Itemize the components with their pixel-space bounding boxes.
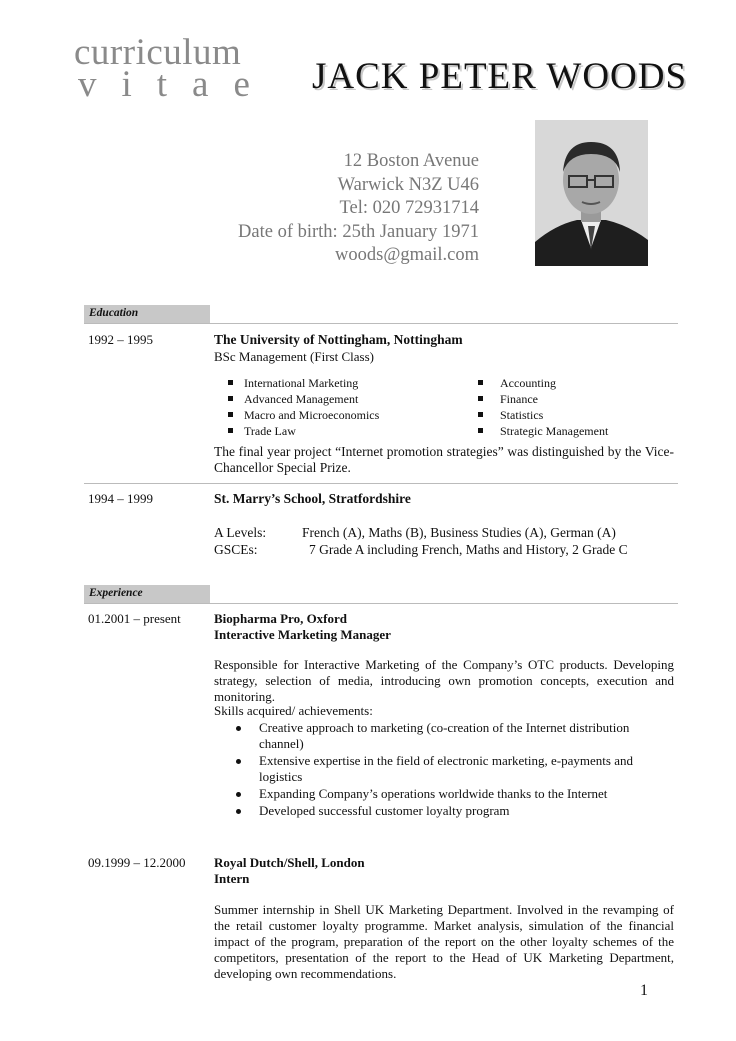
job1-dates: 01.2001 – present: [88, 611, 181, 626]
square-bullet-icon: [228, 412, 233, 417]
job1-role: Interactive Marketing Manager: [214, 627, 391, 642]
education-divider: [84, 323, 678, 324]
candidate-name: JACK PETER WOODS: [312, 56, 688, 97]
education-section-header: [84, 305, 210, 323]
education-section-label: Education: [89, 307, 139, 319]
address-line2: Warwick N3Z U46: [337, 174, 479, 195]
education2-dates: 1994 – 1999: [88, 491, 153, 506]
list-item: International Marketing: [228, 375, 468, 391]
round-bullet-icon: [236, 792, 241, 797]
job1-achievements-list: [236, 720, 656, 819]
square-bullet-icon: [478, 428, 483, 433]
job1-company: Biopharma Pro, Oxford: [214, 611, 348, 626]
list-item: Macro and Microeconomics: [228, 407, 468, 423]
alevels-value: French (A), Maths (B), Business Studies (A), German (A): [302, 525, 616, 540]
portrait-image: [535, 120, 648, 266]
square-bullet-icon: [478, 380, 483, 385]
experience-section-label: Experience: [89, 587, 143, 599]
date-of-birth: Date of birth: 25th January 1971: [238, 221, 479, 242]
list-item: Accounting: [478, 375, 678, 391]
experience-divider: [84, 603, 678, 604]
alevels-label: A Levels:: [214, 525, 267, 540]
cv-title-line1: curriculum: [74, 32, 242, 73]
address-line1: 12 Boston Avenue: [343, 151, 479, 171]
list-item: Trade Law: [228, 423, 468, 439]
list-item: Advanced Management: [228, 391, 468, 407]
gcses-value: 7 Grade A including French, Maths and History, 2 Grade C: [309, 542, 628, 557]
page-number: 1: [640, 982, 648, 999]
experience-section-header: [84, 585, 210, 603]
round-bullet-icon: [236, 759, 241, 764]
list-item: Creative approach to marketing (co-creation of the Internet distribution channel): [236, 720, 656, 752]
square-bullet-icon: [478, 396, 483, 401]
cv-title-line2: vitae: [78, 64, 275, 105]
education1-degree: BSc Management (First Class): [214, 349, 374, 364]
job2-description: Summer internship in Shell UK Marketing Department. Involved in the revamping of the retail customer loyalty programme. Market analysis, simulation of the financial impact of the program, preparation of the report on the other loyalty schemes of the competitors, presentation of the report to the Head of UK Marketing Department, developing own recommendations.: [214, 902, 674, 981]
job2-role: Intern: [214, 871, 250, 886]
job2-company: Royal Dutch/Shell, London: [214, 855, 365, 870]
job1-description: Responsible for Interactive Marketing of the Company’s OTC products. Developing strategy, selection of media, introducing own promotion concepts, execution and monitoring.: [214, 657, 674, 704]
education1-modules-left: [228, 375, 468, 439]
round-bullet-icon: [236, 726, 241, 731]
square-bullet-icon: [478, 412, 483, 417]
square-bullet-icon: [228, 380, 233, 385]
education1-institution: The University of Nottingham, Nottingham: [214, 332, 463, 347]
profile-photo: [535, 120, 648, 266]
job2-dates: 09.1999 – 12.2000: [88, 855, 186, 870]
list-item: Expanding Company’s operations worldwide thanks to the Internet: [236, 786, 656, 802]
list-item: Finance: [478, 391, 678, 407]
email: woods@gmail.com: [335, 245, 479, 265]
job1-skills-label: Skills acquired/ achievements:: [214, 703, 373, 718]
telephone: Tel: 020 72931714: [339, 198, 479, 218]
square-bullet-icon: [228, 396, 233, 401]
education-entry-divider: [84, 483, 678, 484]
contact-block: [238, 150, 479, 268]
education2-institution: St. Marry’s School, Stratfordshire: [214, 491, 411, 506]
list-item: Strategic Management: [478, 423, 678, 439]
education1-modules-right: [478, 375, 678, 439]
education1-dates: 1992 – 1995: [88, 332, 153, 347]
gcses-label: GSCEs:: [214, 542, 258, 557]
list-item: Extensive expertise in the field of electronic marketing, e-payments and logistics: [236, 753, 656, 785]
list-item: Developed successful customer loyalty program: [236, 803, 656, 819]
education1-note: The final year project “Internet promotion strategies” was distinguished by the Vice-Chancellor Special Prize.: [214, 444, 674, 475]
round-bullet-icon: [236, 809, 241, 814]
square-bullet-icon: [228, 428, 233, 433]
list-item: Statistics: [478, 407, 678, 423]
